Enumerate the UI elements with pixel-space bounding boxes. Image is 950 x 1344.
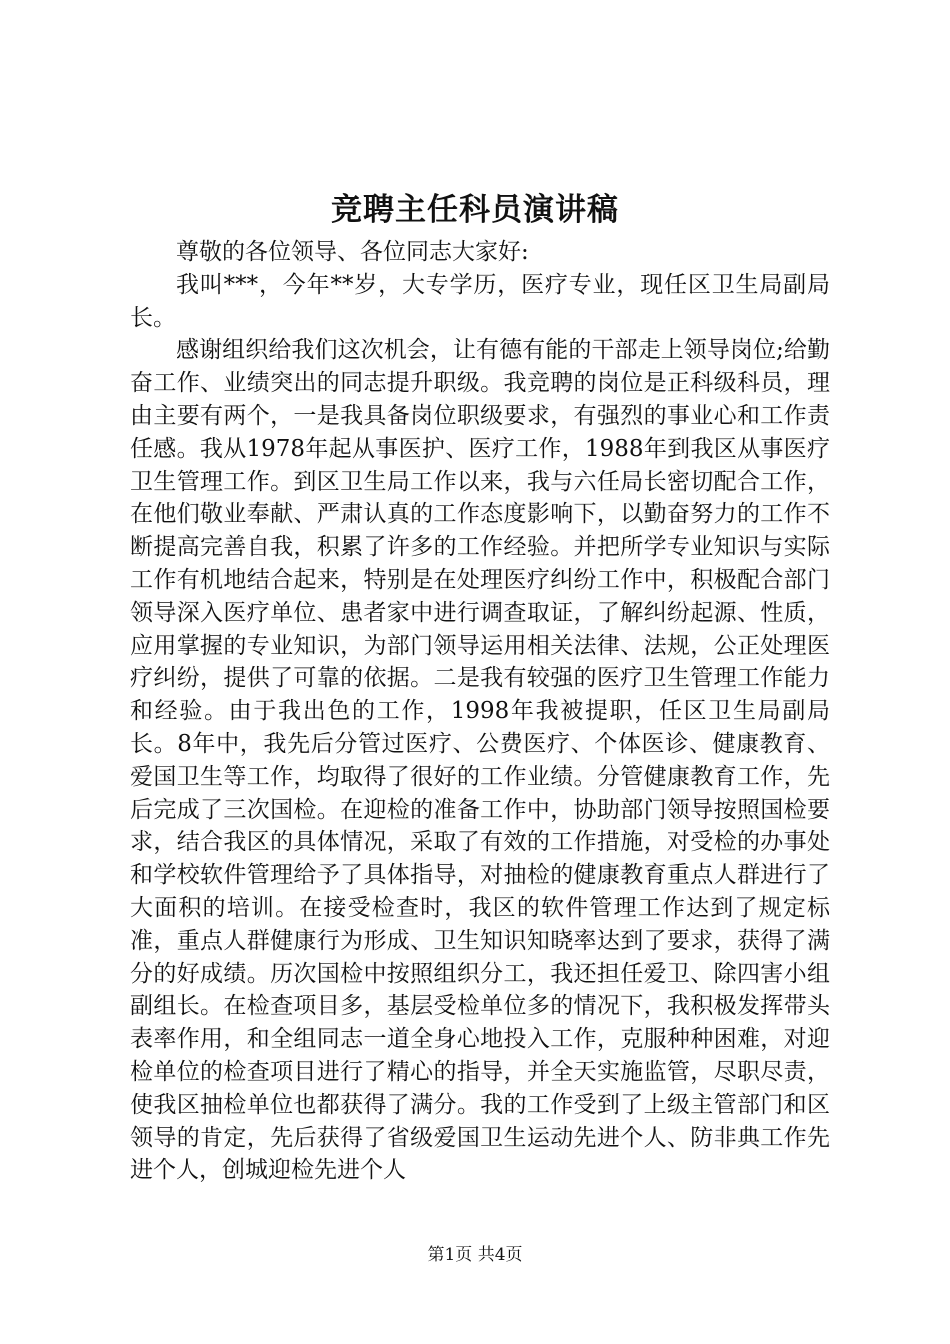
page-number-footer: 第1页 共4页 bbox=[427, 1245, 523, 1265]
paragraph-introduction: 我叫***，今年**岁，大专学历，医疗专业，现任区卫生局副局长。 bbox=[130, 271, 830, 331]
document-body bbox=[130, 236, 830, 1187]
paragraph-greeting: 尊敬的各位领导、各位同志大家好: bbox=[176, 239, 529, 265]
document-title: 竞聘主任科员演讲稿 bbox=[331, 192, 619, 228]
paragraph-main: 感谢组织给我们这次机会，让有德有能的干部走上领导岗位;给勤奋工作、业绩突出的同志提升职级。我竞聘的岗位是正科级科员，理由主要有两个，一是我具备岗位职级要求，有强烈的事业心和工作责任感。我从1978年起从事医护、医疗工作，1988年到我区从事医疗卫生管理工作。到区卫生局工作以来，我与六任局长密切配合工作，在他们敬业奉献、严肃认真的工作态度影响下，以勤奋努力的工作不断提高完善自我，积累了许多的工作经验。并把所学专业知识与实际工作有机地结合起来，特别是在处理医疗纠纷工作中，积极配合部门领导深入医疗单位、患者家中进行调查取证，了解纠纷起源、性质，应用掌握的专业知识，为部门领导运用相关法律、法规，公正处理医疗纠纷，提供了可靠的依据。二是我有较强的医疗卫生管理工作能力和经验。由于我出色的工作，1998年我被提职，任区卫生局副局长。8年中，我先后分管过医疗、公费医疗、个体医诊、健康教育、爱国卫生等工作，均取得了很好的工作业绩。分管健康教育工作，先后完成了三次国检。在迎检的准备工作中，协助部门领导按照国检要求，结合我区的具体情况，采取了有效的工作措施，对受检的办事处和学校软件管理给予了具体指导，对抽检的健康教育重点人群进行了大面积的培训。在接受检查时，我区的软件管理工作达到了规定标准，重点人群健康行为形成、卫生知识知晓率达到了要求，获得了满分的好成绩。历次国检中按照组织分工，我还担任爱卫、除四害小组副组长。在检查项目多，基层受检单位多的情况下，我积极发挥带头表率作用，和全组同志一道全身心地投入工作，克服种种困难，对迎检单位的检查项目进行了精心的指导，并全天实施监管，尽职尽责，使我区抽检单位也都获得了满分。我的工作受到了上级主管部门和区领导的肯定，先后获得了省级爱国卫生运动先进个人、防非典工作先进个人，创城迎检先进个人 bbox=[130, 337, 830, 1184]
